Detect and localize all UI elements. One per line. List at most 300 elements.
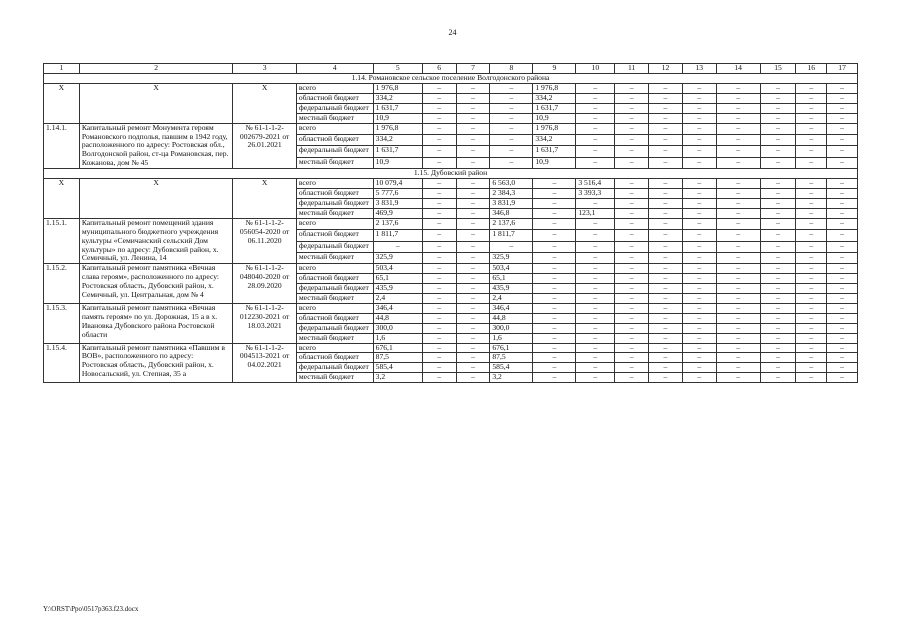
amount-cell: 123,1 <box>576 208 615 218</box>
document-reference: № 61-1-1-2-048040-2020 от 28.09.2020 <box>233 264 296 304</box>
amount-cell: – <box>760 284 796 294</box>
amount-cell: – <box>456 313 490 323</box>
funding-source: федеральный бюджет <box>296 146 373 157</box>
amount-cell: – <box>533 252 576 263</box>
amount-cell: – <box>533 274 576 284</box>
amount-cell: – <box>373 241 422 252</box>
amount-cell: – <box>796 241 827 252</box>
funding-source: областной бюджет <box>296 135 373 146</box>
amount-cell: – <box>716 179 760 189</box>
amount-cell: – <box>716 208 760 218</box>
amount-cell: – <box>827 93 858 103</box>
amount-cell: – <box>796 146 827 157</box>
amount-cell: – <box>649 84 683 94</box>
amount-cell: 300,0 <box>373 323 422 333</box>
amount-cell: – <box>576 373 615 383</box>
amount-cell: 334,2 <box>533 135 576 146</box>
amount-cell: – <box>422 103 456 113</box>
amount-cell: – <box>716 353 760 363</box>
amount-cell: – <box>490 123 533 134</box>
amount-cell: – <box>615 353 649 363</box>
amount-cell: – <box>649 208 683 218</box>
amount-cell: – <box>682 333 716 343</box>
column-number-row <box>44 64 858 74</box>
amount-cell: – <box>716 333 760 343</box>
amount-cell: – <box>682 218 716 229</box>
amount-cell: – <box>682 313 716 323</box>
amount-cell: 3 831,9 <box>490 198 533 208</box>
amount-cell: 2,4 <box>490 294 533 304</box>
amount-cell: 10,9 <box>373 113 422 123</box>
amount-cell: – <box>760 323 796 333</box>
amount-cell: 1 976,8 <box>373 84 422 94</box>
amount-cell: – <box>615 123 649 134</box>
amount-cell: – <box>682 303 716 313</box>
amount-cell: – <box>422 252 456 263</box>
amount-cell: – <box>576 274 615 284</box>
amount-cell: – <box>716 113 760 123</box>
amount-cell: – <box>682 123 716 134</box>
amount-cell: – <box>615 179 649 189</box>
funding-source: областной бюджет <box>296 189 373 199</box>
amount-cell: 1 811,7 <box>373 230 422 241</box>
amount-cell: – <box>615 313 649 323</box>
column-number: 3 <box>233 64 296 74</box>
column-number: 6 <box>422 64 456 74</box>
funding-source: федеральный бюджет <box>296 323 373 333</box>
amount-cell: – <box>716 343 760 353</box>
amount-cell: – <box>760 353 796 363</box>
amount-cell: – <box>456 218 490 229</box>
amount-cell: – <box>533 303 576 313</box>
amount-cell: – <box>456 146 490 157</box>
amount-cell: – <box>760 303 796 313</box>
amount-cell: – <box>796 157 827 168</box>
amount-cell: – <box>456 208 490 218</box>
column-number: 5 <box>373 64 422 74</box>
funding-source: всего <box>296 179 373 189</box>
amount-cell: – <box>796 252 827 263</box>
amount-cell: – <box>682 103 716 113</box>
amount-cell: – <box>827 333 858 343</box>
amount-cell: – <box>649 303 683 313</box>
funding-source: областной бюджет <box>296 230 373 241</box>
amount-cell: 325,9 <box>490 252 533 263</box>
object-description: Х <box>79 179 233 219</box>
amount-cell: – <box>615 93 649 103</box>
amount-cell: – <box>760 230 796 241</box>
amount-cell: – <box>760 103 796 113</box>
amount-cell: – <box>576 303 615 313</box>
amount-cell: 6 563,0 <box>490 179 533 189</box>
amount-cell: – <box>615 264 649 274</box>
amount-cell: – <box>649 252 683 263</box>
amount-cell: – <box>827 103 858 113</box>
funding-source: федеральный бюджет <box>296 363 373 373</box>
column-number: 16 <box>796 64 827 74</box>
amount-cell: – <box>649 274 683 284</box>
amount-cell: – <box>796 333 827 343</box>
amount-cell: – <box>649 157 683 168</box>
amount-cell: – <box>422 363 456 373</box>
amount-cell: – <box>615 343 649 353</box>
amount-cell: – <box>827 323 858 333</box>
amount-cell: – <box>422 157 456 168</box>
amount-cell: – <box>682 274 716 284</box>
amount-cell: 65,1 <box>490 274 533 284</box>
amount-cell: – <box>456 93 490 103</box>
amount-cell: – <box>615 373 649 383</box>
document-reference: Х <box>233 179 296 219</box>
amount-cell: – <box>649 241 683 252</box>
amount-cell: – <box>422 323 456 333</box>
amount-cell: – <box>649 353 683 363</box>
amount-cell: – <box>422 353 456 363</box>
amount-cell: – <box>422 294 456 304</box>
amount-cell: – <box>576 84 615 94</box>
amount-cell: – <box>422 313 456 323</box>
amount-cell: – <box>422 264 456 274</box>
amount-cell: – <box>456 333 490 343</box>
amount-cell: – <box>533 333 576 343</box>
amount-cell: – <box>456 189 490 199</box>
amount-cell: – <box>827 146 858 157</box>
amount-cell: 44,8 <box>373 313 422 323</box>
amount-cell: – <box>827 218 858 229</box>
amount-cell: – <box>576 135 615 146</box>
object-description: Х <box>79 84 233 124</box>
funding-source: федеральный бюджет <box>296 241 373 252</box>
amount-cell: – <box>422 284 456 294</box>
amount-cell: 65,1 <box>373 274 422 284</box>
amount-cell: 2 384,3 <box>490 189 533 199</box>
amount-cell: – <box>760 179 796 189</box>
amount-cell: – <box>760 157 796 168</box>
amount-cell: – <box>827 241 858 252</box>
amount-cell: 1 631,7 <box>533 103 576 113</box>
table-row <box>44 218 858 229</box>
amount-cell: – <box>796 274 827 284</box>
amount-cell: – <box>796 284 827 294</box>
table-row <box>44 343 858 353</box>
item-number: 1.15.2. <box>44 264 80 304</box>
amount-cell: 3 831,9 <box>373 198 422 208</box>
amount-cell: – <box>576 363 615 373</box>
amount-cell: – <box>456 84 490 94</box>
section-title: 1.14. Романовское сельское поселение Волгодонского района <box>44 74 858 84</box>
amount-cell: – <box>422 84 456 94</box>
amount-cell: – <box>576 198 615 208</box>
funding-source: всего <box>296 303 373 313</box>
amount-cell: – <box>456 241 490 252</box>
amount-cell: – <box>576 146 615 157</box>
amount-cell: – <box>456 294 490 304</box>
document-reference: № 61-1-1-2-012230-2021 от 18.03.2021 <box>233 303 296 343</box>
amount-cell: – <box>576 241 615 252</box>
item-number: Х <box>44 179 80 219</box>
amount-cell: – <box>533 179 576 189</box>
amount-cell: – <box>827 294 858 304</box>
amount-cell: – <box>533 284 576 294</box>
amount-cell: – <box>716 103 760 113</box>
amount-cell: – <box>760 189 796 199</box>
amount-cell: – <box>649 113 683 123</box>
amount-cell: – <box>827 189 858 199</box>
amount-cell: – <box>760 93 796 103</box>
amount-cell: – <box>796 264 827 274</box>
object-description: Капитальный ремонт памятника «Павшим в ВОВ», расположенного по адресу: Ростовская область, Дубовский район, х. Новосальский, ул. Степная, 35 а <box>79 343 233 383</box>
amount-cell: – <box>490 113 533 123</box>
funding-source: местный бюджет <box>296 252 373 263</box>
amount-cell: – <box>760 264 796 274</box>
amount-cell: – <box>422 218 456 229</box>
amount-cell: – <box>649 343 683 353</box>
amount-cell: – <box>760 294 796 304</box>
amount-cell: 503,4 <box>490 264 533 274</box>
amount-cell: – <box>576 294 615 304</box>
amount-cell: – <box>615 363 649 373</box>
amount-cell: – <box>533 353 576 363</box>
amount-cell: – <box>796 343 827 353</box>
amount-cell: – <box>422 241 456 252</box>
amount-cell: – <box>649 123 683 134</box>
amount-cell: – <box>796 323 827 333</box>
funding-source: федеральный бюджет <box>296 198 373 208</box>
amount-cell: – <box>682 113 716 123</box>
amount-cell: – <box>615 252 649 263</box>
amount-cell: – <box>716 198 760 208</box>
amount-cell: 44,8 <box>490 313 533 323</box>
funding-source: всего <box>296 218 373 229</box>
amount-cell: – <box>456 284 490 294</box>
item-number: 1.15.1. <box>44 218 80 264</box>
amount-cell: 87,5 <box>373 353 422 363</box>
amount-cell: – <box>456 135 490 146</box>
amount-cell: – <box>827 313 858 323</box>
amount-cell: – <box>576 323 615 333</box>
amount-cell: – <box>576 218 615 229</box>
funding-source: местный бюджет <box>296 373 373 383</box>
amount-cell: – <box>649 103 683 113</box>
amount-cell: – <box>615 84 649 94</box>
amount-cell: – <box>422 135 456 146</box>
amount-cell: – <box>827 373 858 383</box>
amount-cell: 10,9 <box>533 113 576 123</box>
amount-cell: – <box>422 333 456 343</box>
column-number: 13 <box>682 64 716 74</box>
amount-cell: – <box>456 198 490 208</box>
amount-cell: – <box>716 157 760 168</box>
amount-cell: – <box>716 284 760 294</box>
amount-cell: – <box>533 313 576 323</box>
amount-cell: – <box>422 123 456 134</box>
amount-cell: – <box>456 252 490 263</box>
amount-cell: 1 811,7 <box>490 230 533 241</box>
section-title: 1.15. Дубовский район <box>44 169 858 179</box>
amount-cell: – <box>456 353 490 363</box>
amount-cell: – <box>422 179 456 189</box>
amount-cell: 334,2 <box>373 93 422 103</box>
amount-cell: 87,5 <box>490 353 533 363</box>
amount-cell: – <box>760 373 796 383</box>
amount-cell: 435,9 <box>490 284 533 294</box>
amount-cell: – <box>649 189 683 199</box>
amount-cell: – <box>716 323 760 333</box>
amount-cell: 1 631,7 <box>533 146 576 157</box>
funding-source: областной бюджет <box>296 313 373 323</box>
amount-cell: – <box>796 189 827 199</box>
amount-cell: – <box>533 241 576 252</box>
amount-cell: – <box>422 208 456 218</box>
amount-cell: – <box>576 103 615 113</box>
amount-cell: – <box>796 208 827 218</box>
funding-source: местный бюджет <box>296 157 373 168</box>
amount-cell: – <box>422 93 456 103</box>
amount-cell: – <box>615 230 649 241</box>
amount-cell: – <box>716 363 760 373</box>
amount-cell: – <box>760 241 796 252</box>
amount-cell: – <box>682 230 716 241</box>
amount-cell: – <box>682 252 716 263</box>
amount-cell: – <box>456 264 490 274</box>
amount-cell: – <box>760 208 796 218</box>
amount-cell: – <box>682 198 716 208</box>
amount-cell: – <box>649 313 683 323</box>
column-number: 9 <box>533 64 576 74</box>
amount-cell: – <box>533 264 576 274</box>
amount-cell: – <box>827 123 858 134</box>
amount-cell: 325,9 <box>373 252 422 263</box>
amount-cell: 3 516,4 <box>576 179 615 189</box>
amount-cell: – <box>533 294 576 304</box>
amount-cell: – <box>649 135 683 146</box>
amount-cell: – <box>760 252 796 263</box>
amount-cell: – <box>456 123 490 134</box>
amount-cell: – <box>422 230 456 241</box>
amount-cell: – <box>615 323 649 333</box>
budget-table <box>43 63 858 383</box>
object-description: Капитальный ремонт памятника «Вечная память героям» по ул. Дорожная, 15 а в х. Ивановка Дубовского района Ростовской области <box>79 303 233 343</box>
amount-cell: – <box>422 198 456 208</box>
amount-cell: 10,9 <box>533 157 576 168</box>
amount-cell: – <box>796 353 827 363</box>
amount-cell: – <box>576 113 615 123</box>
amount-cell: 300,0 <box>490 323 533 333</box>
funding-source: областной бюджет <box>296 353 373 363</box>
amount-cell: 1 976,8 <box>533 123 576 134</box>
amount-cell: – <box>456 303 490 313</box>
amount-cell: – <box>827 284 858 294</box>
amount-cell: – <box>827 353 858 363</box>
amount-cell: – <box>716 303 760 313</box>
amount-cell: – <box>649 294 683 304</box>
amount-cell: – <box>422 146 456 157</box>
amount-cell: – <box>422 274 456 284</box>
amount-cell: 676,1 <box>490 343 533 353</box>
document-reference: № 61-1-1-2-056054-2020 от 06.11.2020 <box>233 218 296 264</box>
amount-cell: – <box>456 179 490 189</box>
amount-cell: – <box>456 113 490 123</box>
amount-cell: – <box>490 84 533 94</box>
amount-cell: – <box>716 264 760 274</box>
amount-cell: – <box>615 274 649 284</box>
amount-cell: – <box>576 333 615 343</box>
amount-cell: 2 137,6 <box>490 218 533 229</box>
column-number: 10 <box>576 64 615 74</box>
page-number: 24 <box>448 28 457 37</box>
amount-cell: – <box>760 343 796 353</box>
amount-cell: – <box>456 343 490 353</box>
column-number: 1 <box>44 64 80 74</box>
amount-cell: – <box>533 208 576 218</box>
amount-cell: – <box>716 93 760 103</box>
document-reference: № 61-1-1-2-002679-2021 от 26.01.2021 <box>233 123 296 169</box>
amount-cell: – <box>827 113 858 123</box>
amount-cell: – <box>533 198 576 208</box>
amount-cell: 1,6 <box>490 333 533 343</box>
amount-cell: – <box>533 363 576 373</box>
amount-cell: – <box>576 230 615 241</box>
amount-cell: – <box>682 208 716 218</box>
amount-cell: – <box>682 264 716 274</box>
amount-cell: – <box>576 157 615 168</box>
amount-cell: – <box>827 84 858 94</box>
table-row <box>44 84 858 94</box>
amount-cell: – <box>456 230 490 241</box>
amount-cell: – <box>649 323 683 333</box>
amount-cell: – <box>682 373 716 383</box>
amount-cell: – <box>760 274 796 284</box>
amount-cell: – <box>760 333 796 343</box>
amount-cell: – <box>456 103 490 113</box>
funding-source: местный бюджет <box>296 113 373 123</box>
amount-cell: – <box>649 230 683 241</box>
amount-cell: – <box>760 363 796 373</box>
amount-cell: – <box>456 274 490 284</box>
amount-cell: – <box>682 241 716 252</box>
amount-cell: – <box>716 313 760 323</box>
amount-cell: – <box>796 179 827 189</box>
object-description: Капитальный ремонт помещений здания муниципального бюджетного учреждения культуры «Семичанский сельский Дом культуры» по адресу: Дубовский район, х. Семичный, ул. Ленина, 14 <box>79 218 233 264</box>
amount-cell: – <box>615 218 649 229</box>
amount-cell: – <box>682 189 716 199</box>
amount-cell: – <box>615 189 649 199</box>
amount-cell: 585,4 <box>373 363 422 373</box>
amount-cell: – <box>422 189 456 199</box>
amount-cell: – <box>576 343 615 353</box>
amount-cell: – <box>615 198 649 208</box>
amount-cell: 3,2 <box>373 373 422 383</box>
amount-cell: – <box>615 103 649 113</box>
amount-cell: – <box>490 157 533 168</box>
amount-cell: – <box>716 146 760 157</box>
amount-cell: – <box>796 93 827 103</box>
amount-cell: – <box>827 252 858 263</box>
amount-cell: – <box>649 284 683 294</box>
amount-cell: – <box>456 157 490 168</box>
table-row <box>44 303 858 313</box>
file-path-footer: Y:\ORST\Ppo\0517p363.f23.docx <box>43 605 139 613</box>
amount-cell: – <box>649 373 683 383</box>
amount-cell: – <box>827 179 858 189</box>
amount-cell: – <box>422 303 456 313</box>
amount-cell: – <box>716 241 760 252</box>
amount-cell: – <box>716 189 760 199</box>
amount-cell: – <box>827 343 858 353</box>
amount-cell: – <box>490 93 533 103</box>
amount-cell: – <box>533 373 576 383</box>
amount-cell: – <box>576 313 615 323</box>
